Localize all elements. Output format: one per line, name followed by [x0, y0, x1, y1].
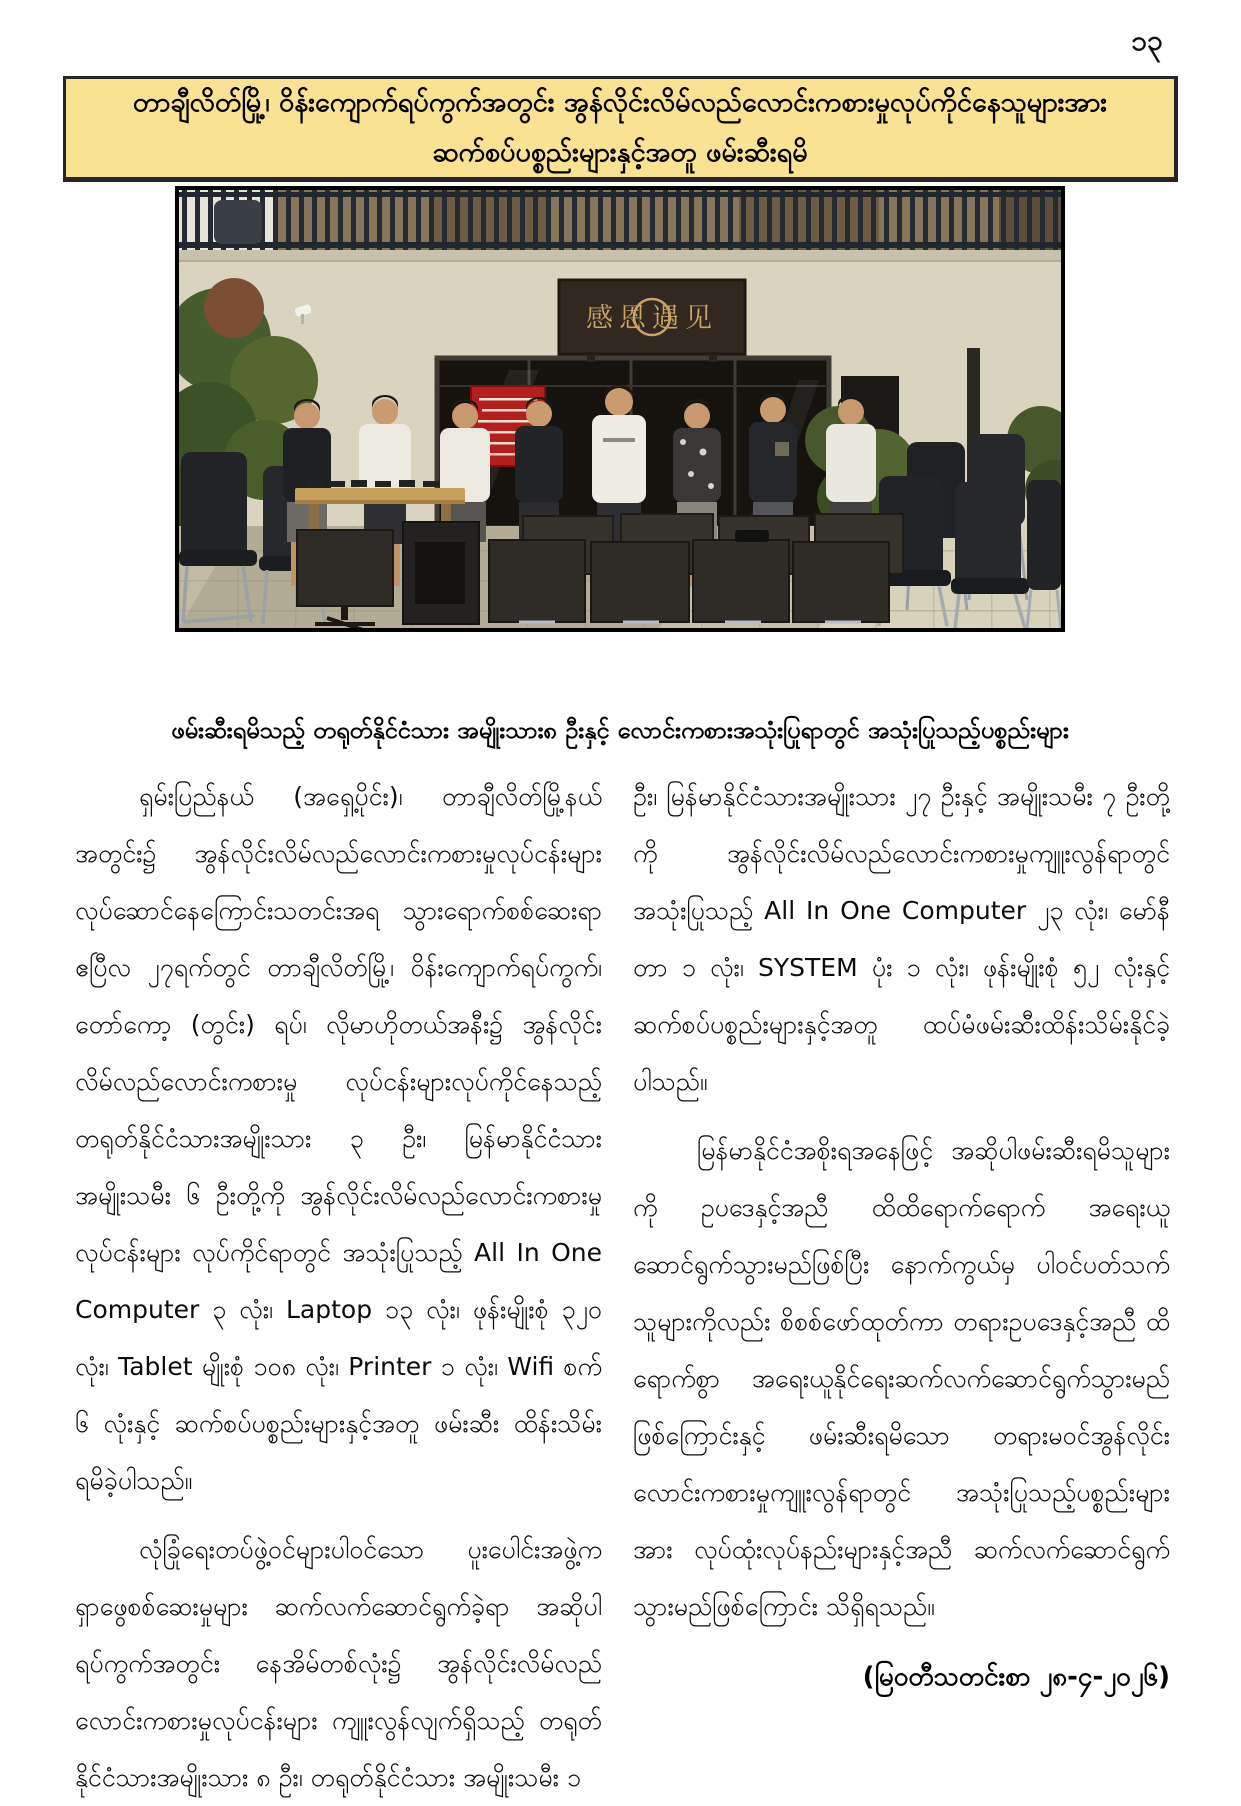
paragraph: ရှမ်းပြည်နယ် (အရှေ့ပိုင်း)၊ တာချီလိတ်မြို့နယ်အတွင်း၌ အွန်လိုင်းလိမ်လည်လောင်းကစားမှုလုပ်ငန်းများ လုပ်ဆောင်နေကြောင်းသတင်းအရ သွားရောက်စစ်ဆေးရာ ဧပြီလ ၂၇ရက်တွင် တာချီလိတ်မြို့၊ ဝိန်းကျောက်ရပ်ကွက်၊ တော်ကော့ (တွင်း) ရပ်၊ လိုမာဟိုတယ်အနီး၌ အွန်လိုင်းလိမ်လည်လောင်းကစားမှု လုပ်ငန်းများလုပ်ကိုင်နေသည့် တရုတ်နိုင်ငံသားအမျိုးသား ၃ ဦး၊ မြန်မာနိုင်ငံသားအမျိုးသမီး ၆ ဦးတို့ကို အွန်လိုင်းလိမ်လည်လောင်းကစားမှုလုပ်ငန်းများ လုပ်ကိုင်ရာတွင် အသုံးပြုသည့် All In One Computer ၃ လုံး၊ Laptop ၁၃ လုံး၊ ဖုန်းမျိုးစုံ ၃၂၀ လုံး၊ Tablet မျိုးစုံ ၁၀၈ လုံး၊ Printer ၁ လုံး၊ Wifi စက် ၆ လုံးနှင့် ဆက်စပ်ပစ္စည်းများနှင့်အတူ ဖမ်းဆီး ထိန်းသိမ်း ရမိခဲ့ပါသည်။ — [75, 782, 603, 1495]
building-sign — [559, 280, 745, 362]
building-sign-text: 感恩遇见 — [586, 303, 718, 334]
article-column-right — [633, 768, 1170, 1706]
news-photo-illustration — [179, 190, 1061, 628]
paragraph: လုံခြုံရေးတပ်ဖွဲ့ဝင်များပါဝင်သော ပူးပေါင်းအဖွဲ့က ရှာဖွေစစ်ဆေးမှုများ ဆက်လက်ဆောင်ရွက်ခဲ့ရာ အဆိုပါ ရပ်ကွက်အတွင်း နေအိမ်တစ်လုံး၌ အွန်လိုင်းလိမ်လည် လောင်းကစားမှုလုပ်ငန်းများ ကျူးလွန်လျက်ရှိသည့် တရုတ် နိုင်ငံသားအမျိုးသား ၈ ဦး၊ တရုတ်နိုင်ငံသား အမျိုးသမီး ၁ — [75, 1535, 602, 1792]
paragraph: ဦး၊ မြန်မာနိုင်ငံသားအမျိုးသား ၂၇ ဦးနှင့် အမျိုးသမီး ၇ ဦးတို့ကို အွန်လိုင်းလိမ်လည်လောင်းကစားမှုကျူးလွန်ရာတွင် အသုံးပြုသည့် All In One Computer ၂၃ လုံး၊ မော်နီတာ ၁ လုံး၊ SYSTEM ပုံး ၁ လုံး၊ ဖုန်းမျိုးစုံ ၅၂ လုံးနှင့် ဆက်စပ်ပစ္စည်းများနှင့်အတူ ထပ်မံဖမ်းဆီးထိန်းသိမ်းနိုင်ခဲ့ပါသည်။ — [633, 782, 1170, 1096]
balcony-railing — [179, 190, 1061, 252]
page-number: ၁၃ — [1131, 24, 1163, 57]
headline-box — [63, 76, 1178, 182]
article-column-left — [75, 768, 602, 1806]
photo-caption: ဖမ်းဆီးရမိသည့် တရုတ်နိုင်ငံသား အမျိုးသား၈ ဦးနှင့် လောင်းကစားအသုံးပြုရာတွင် အသုံးပြုသည့်ပစ္စည်းများ — [171, 716, 1069, 744]
paragraph: မြန်မာနိုင်ငံအစိုးရအနေဖြင့် အဆိုပါဖမ်းဆီးရမိသူများကို ဥပဒေနှင့်အညီ ထိထိရောက်ရောက် အရေးယူ ဆောင်ရွက်သွားမည်ဖြစ်ပြီး နောက်ကွယ်မှ ပါဝင်ပတ်သက် သူများကိုလည်း စိစစ်ဖော်ထုတ်ကာ တရားဥပဒေနှင့်အညီ ထိရောက်စွာ အရေးယူနိုင်ရေးဆက်လက်ဆောင်ရွက်သွားမည်ဖြစ်ကြောင်းနှင့် ဖမ်းဆီးရမိသော တရားမဝင်အွန်လိုင်း လောင်းကစားမှုကျူးလွန်ရာတွင် အသုံးပြုသည့်ပစ္စည်းများအား လုပ်ထုံးလုပ်နည်းများနှင့်အညီ ဆက်လက်ဆောင်ရွက် သွားမည်ဖြစ်ကြောင်း သိရှိရသည်။ — [633, 1136, 1170, 1621]
news-photo — [175, 186, 1065, 632]
headline-text: တာချီလိတ်မြို့၊ ဝိန်းကျောက်ရပ်ကွက်အတွင်း အွန်လိုင်းလိမ်လည်လောင်းကစားမှုလုပ်ကိုင်နေသူများအား ဆက်စပ်ပစ္စည်းများနှင့်အတူ ဖမ်းဆီးရမိ — [132, 87, 1108, 168]
attribution-line: (မြဝတီသတင်းစာ ၂၈-၄-၂၀၂၆) — [862, 1662, 1170, 1692]
balcony-ledge — [179, 250, 1061, 261]
